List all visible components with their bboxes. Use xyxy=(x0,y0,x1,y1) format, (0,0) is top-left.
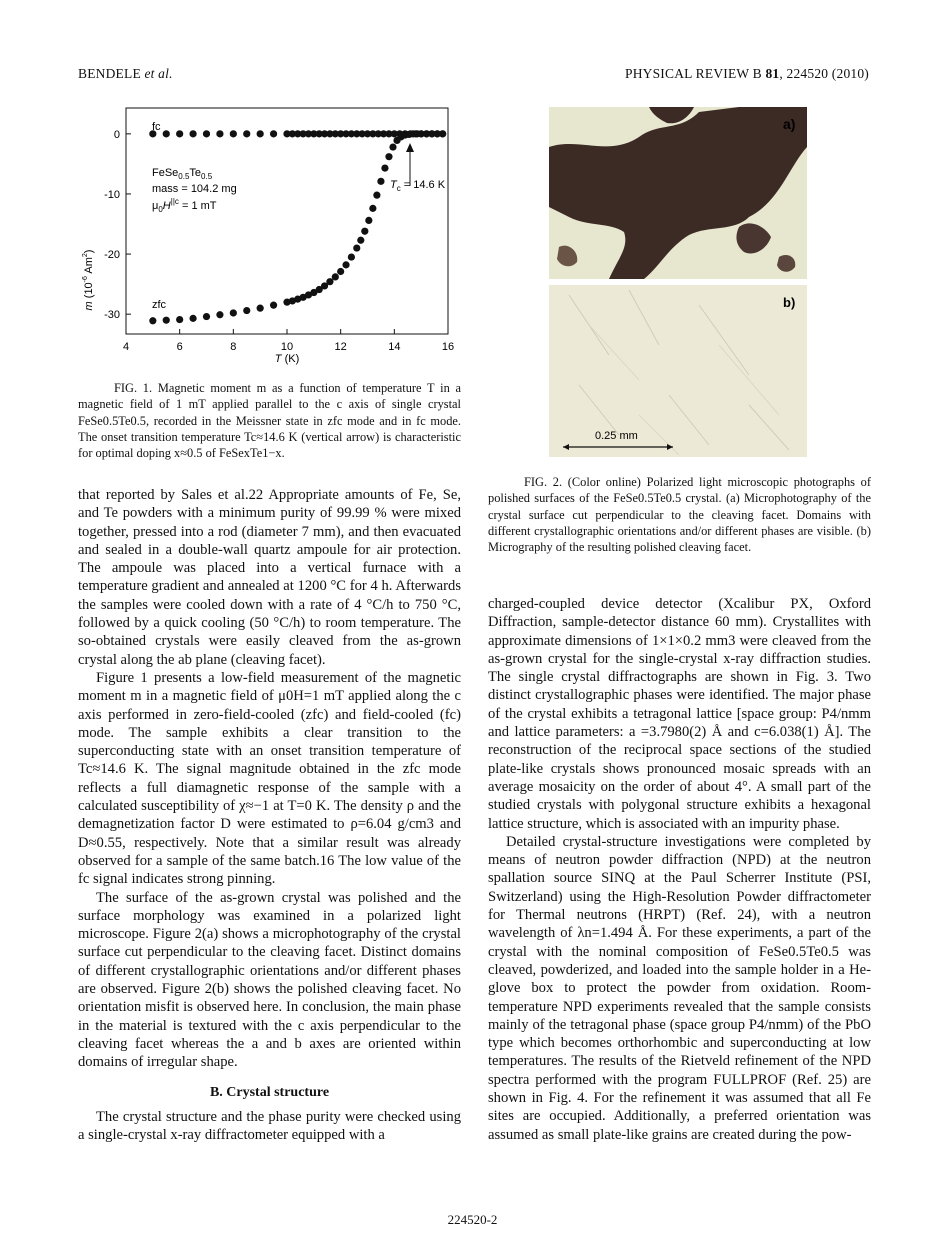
label-field: $\mu_0H^{||c} = 1$ mT xyxy=(152,197,217,214)
data-point-zfc xyxy=(332,273,339,280)
svg-text:m (10-6 Am2): m ($10^{-6}$ Am$^2$) xyxy=(82,249,95,311)
figure-1-caption: FIG. 1. Magnetic moment m as a function of temperature T in a magnetic field of 1 mT applied parallel to the c axis of single crystal FeSe0.5Te0.5, recorded in the Meissner state in zfc mode and in fc mode. The onset transition temperature Tc≈14.6 K (vertical arrow) is characteristic for optimal doping x≈0.5 of FeSexTe1−x. xyxy=(78,381,461,461)
data-point-zfc xyxy=(257,305,264,312)
data-point-fc xyxy=(230,130,237,137)
data-point-zfc xyxy=(189,315,196,322)
data-point-zfc xyxy=(163,317,170,324)
data-point-fc xyxy=(257,130,264,137)
data-point-zfc xyxy=(353,244,360,251)
section-title: B. Crystal structure xyxy=(209,1084,330,1100)
data-point-fc xyxy=(243,130,250,137)
data-point-zfc xyxy=(373,192,380,199)
data-point-zfc xyxy=(361,228,368,235)
page-number: 224520-2 xyxy=(447,1212,498,1227)
data-point-zfc xyxy=(176,316,183,323)
figure-2b-label: b) xyxy=(783,295,796,310)
data-point-zfc xyxy=(439,130,446,137)
data-point-zfc xyxy=(381,165,388,172)
left-body-column xyxy=(78,486,461,1144)
figure-2a-photo xyxy=(549,107,807,279)
data-point-zfc xyxy=(337,268,344,275)
label-zfc: zfc xyxy=(152,299,167,311)
data-point-fc xyxy=(176,130,183,137)
right-body-column xyxy=(488,595,871,1144)
figure-2-caption-block xyxy=(488,474,871,555)
data-point-fc xyxy=(163,130,170,137)
paragraph-right-1: charged-coupled device detector (Xcalibur PX, Oxford Diffraction, sample-detector distance 60 mm). Crystallites with approximate dimensions of 1×1×0.2 mm3 were cleaved from the as-grown crystal for the single-crystal x-ray diffraction studies. The single crystal diffractographs are shown in Fig. 3. Two distinct crystallographic phases were identified. The major phase of the crystal exhibits a tetragonal lattice [space group: P4/nmm and lattice parameters: a =3.7980(2) Å and c=6.038(1) Å]. The reconstruction of the reciprocal space sections of the studied plate-like crystals shows pronounced mosaic spreads with an average mosaicity on the order of about 4°. A small part of the studied crystals with polygonal structure exhibits a hexagonal lattice structure, which is associated with an impurity phase. xyxy=(488,596,871,832)
paragraph-right-2: Detailed crystal-structure investigations were completed by means of neutron powder diffraction (NPD) at the neutron spallation source SINQ at the Paul Scherrer Institute (PSI, Switzerland) using the High-Resolution Powder diffractometer for Thermal neutrons (HRPT) (Ref. 24), with a neutron wavelength of λn=1.494 Å. For these experiments, a part of the crystal with the nominal composition of FeSe0.5Te0.5 was cleaved, powderized, and loaded into the sample holder in a He-glove box to protect the powder from oxidation. Room-temperature NPD experiments revealed that the sample consists mainly of the tetragonal phase (space group P4/nmm) of the PbO type which becomes orthorhombic and superconducting at low temperatures. The results of the Rietveld refinement of the NPD spectra performed with the program FULLPROF (Ref. 25) are shown in Fig. 4. For the refinement it was assumed that all Fe sites are occupied. Additionally, a preferred orientation was assumed as small plate-like grains are created during the pow- xyxy=(488,833,871,1143)
label-compound: $FeSe_{0.5}Te_{0.5}$ xyxy=(152,167,213,181)
data-point-zfc xyxy=(342,261,349,268)
data-point-zfc xyxy=(377,178,384,185)
x-tick-label: 16 xyxy=(441,341,455,353)
data-point-zfc xyxy=(149,317,156,324)
running-header-authors: BENDELE et al. xyxy=(78,66,173,81)
y-tick-label: 0 xyxy=(113,128,120,141)
figure-2a-label: a) xyxy=(783,116,796,132)
data-point-fc xyxy=(203,130,210,137)
scale-bar-label: 0.25 mm xyxy=(595,430,638,442)
data-point-zfc xyxy=(216,311,223,318)
figure-1-caption-block xyxy=(78,380,461,461)
y-tick-label: -20 xyxy=(104,249,120,262)
paragraph-left-1: that reported by Sales et al.22 Appropriate amounts of Fe, Se, and Te powders with a minimum purity of 99.99 % were mixed together, pressed into a rod (diameter 7 mm), and then evacuated and sealed in a double-wall quartz ampoule for air protection. The ampoule was placed into a vertical furnace with a temperature gradient and annealed at 1200 °C for 4 h. Afterwards the samples were cooled down with a rate of 4 °C/h to 750 °C, followed by a quick cooling (50 °C/h) to room temperature. The so-obtained crystals were easily cleaved from the as-grown crystal along the ab plane (cleaving facet). xyxy=(78,487,461,668)
data-point-zfc xyxy=(230,309,237,316)
label-mass: mass = 104.2 mg xyxy=(152,183,237,195)
label-tc: $T_c = 14.6$ K xyxy=(390,179,446,193)
x-tick-label: 14 xyxy=(388,341,401,353)
data-point-zfc xyxy=(385,153,392,160)
y-tick-label: -30 xyxy=(104,309,120,322)
figure-2b-photo xyxy=(549,285,807,457)
x-tick-label: 4 xyxy=(122,341,130,353)
data-point-zfc xyxy=(203,313,210,320)
paragraph-left-3: The surface of the as-grown crystal was polished and the surface morphology was examined in a polarized light microscope. Figure 2(a) shows a microphotography of the crystal surface cut perpendicular to the cleaving facet. Distinct domains of different crystallographic orientations and/or different phases are observed. Figure 2(b) shows the polished cleaving facet. No orientation misfit is observed here. In conclusion, the main phase in the material is textured with the c axis perpendicular to the cleaving facet whereas the a and b axes are oriented within domains of irregular shape. xyxy=(78,889,461,1071)
figure-2-caption: FIG. 2. (Color online) Polarized light microscopic photographs of polished surfaces of the FeSe0.5Te0.5 crystal. (a) Microphotography of the crystal surface cut perpendicular to the cleaving facet. Domains with different crystallographic orientations and/or different phases are visible. (b) Micrography of the resulting polished cleaving facet. xyxy=(488,475,871,555)
series-zfc xyxy=(149,130,446,324)
data-point-zfc xyxy=(369,205,376,212)
data-point-zfc xyxy=(270,302,277,309)
x-tick-label: 10 xyxy=(280,341,294,353)
x-tick-label: 8 xyxy=(230,341,237,353)
data-point-zfc xyxy=(389,143,396,150)
data-point-fc xyxy=(189,130,196,137)
paragraph-left-2: Figure 1 presents a low-field measurement of the magnetic moment m in a magnetic field of μ0H=1 mT applied along the c axis performed in zero-field-cooled (zfc) and field-cooled (fc) mode. The sample exhibits a clear transition to the superconducting state with an onset transition temperature of Tc≈14.6 K. The signal magnitude obtained in the zfc mode reflects a full diamagnetic response of the sample with a calculated susceptibility of χ≈−1 at T=0 K. The density ρ and the demagnetization factor D were estimated to ρ=6.04 g/cm3 and D≈0.55, respectively. Note that a similar result was already observed for a sample of the same batch.16 The low value of the fc signal indicates strong pinning. xyxy=(78,669,461,888)
y-tick-label: -10 xyxy=(104,188,120,201)
x-tick-label: 12 xyxy=(334,341,347,353)
label-fc: fc xyxy=(152,121,161,133)
data-point-zfc xyxy=(365,217,372,224)
x-axis-label: T (K) xyxy=(274,353,300,365)
figure-1-chart xyxy=(78,100,468,368)
data-point-zfc xyxy=(357,237,364,244)
data-point-zfc xyxy=(243,307,250,314)
data-point-fc xyxy=(216,130,223,137)
data-point-zfc xyxy=(348,253,355,260)
running-header-journal: PHYSICAL REVIEW B 81, 224520 (2010) xyxy=(624,66,869,81)
data-point-zfc xyxy=(326,278,333,285)
y-axis-label xyxy=(82,250,95,311)
x-tick-label: 6 xyxy=(176,341,183,353)
paragraph-left-4: The crystal structure and the phase purity were checked using a single-crystal x-ray diffractometer equipped with a xyxy=(78,1108,461,1144)
data-point-fc xyxy=(270,130,277,137)
